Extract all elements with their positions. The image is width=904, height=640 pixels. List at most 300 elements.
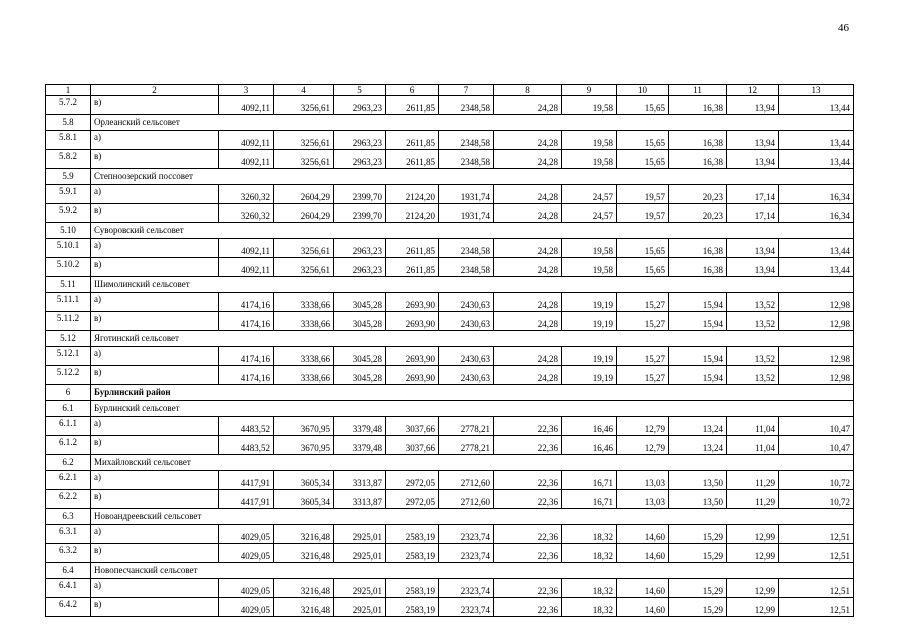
value-cell: 3216,48 bbox=[274, 544, 334, 563]
section-code: 5.9 bbox=[46, 169, 91, 185]
value-cell: 2925,01 bbox=[334, 598, 386, 617]
value-cell: 3256,61 bbox=[274, 96, 334, 115]
value-cell: 3379,48 bbox=[334, 417, 386, 436]
table-row bbox=[46, 417, 854, 436]
row-label: а) bbox=[91, 417, 219, 436]
row-label: в) bbox=[91, 598, 219, 617]
value-cell: 15,65 bbox=[617, 150, 669, 169]
value-cell: 2399,70 bbox=[334, 185, 386, 204]
value-cell: 2430,63 bbox=[439, 347, 494, 366]
header-cell: 6 bbox=[386, 85, 439, 96]
header-row bbox=[46, 85, 854, 96]
row-label: а) bbox=[91, 347, 219, 366]
header-cell: 13 bbox=[779, 85, 854, 96]
value-cell: 2693,90 bbox=[386, 312, 439, 331]
value-cell: 3338,66 bbox=[274, 312, 334, 331]
section-name: Новоандреевский сельсовет bbox=[91, 509, 854, 525]
value-cell: 3379,48 bbox=[334, 436, 386, 455]
value-cell: 13,94 bbox=[727, 96, 779, 115]
row-code: 5.12.1 bbox=[46, 347, 91, 366]
value-cell: 13,44 bbox=[779, 258, 854, 277]
table-row bbox=[46, 239, 854, 258]
section-row bbox=[46, 509, 854, 525]
value-cell: 11,29 bbox=[727, 471, 779, 490]
header-cell: 1 bbox=[46, 85, 91, 96]
value-cell: 15,94 bbox=[669, 347, 727, 366]
header-cell: 12 bbox=[727, 85, 779, 96]
row-label: а) bbox=[91, 239, 219, 258]
table-row bbox=[46, 347, 854, 366]
value-cell: 15,29 bbox=[669, 579, 727, 598]
table-row bbox=[46, 579, 854, 598]
value-cell: 20,23 bbox=[669, 204, 727, 223]
value-cell: 22,36 bbox=[494, 544, 562, 563]
row-code: 6.3.2 bbox=[46, 544, 91, 563]
value-cell: 12,98 bbox=[779, 293, 854, 312]
value-cell: 16,34 bbox=[779, 185, 854, 204]
row-code: 6.4.1 bbox=[46, 579, 91, 598]
row-label: в) bbox=[91, 204, 219, 223]
value-cell: 13,94 bbox=[727, 131, 779, 150]
section-code: 6.4 bbox=[46, 563, 91, 579]
value-cell: 2712,60 bbox=[439, 490, 494, 509]
table-row bbox=[46, 150, 854, 169]
value-cell: 22,36 bbox=[494, 471, 562, 490]
value-cell: 4417,91 bbox=[219, 471, 274, 490]
row-code: 5.9.2 bbox=[46, 204, 91, 223]
row-code: 5.10.1 bbox=[46, 239, 91, 258]
section-code: 5.8 bbox=[46, 115, 91, 131]
value-cell: 3260,32 bbox=[219, 204, 274, 223]
value-cell: 15,29 bbox=[669, 544, 727, 563]
row-label: а) bbox=[91, 525, 219, 544]
value-cell: 20,23 bbox=[669, 185, 727, 204]
value-cell: 16,46 bbox=[562, 417, 617, 436]
value-cell: 24,28 bbox=[494, 204, 562, 223]
value-cell: 3605,34 bbox=[274, 471, 334, 490]
value-cell: 3045,28 bbox=[334, 366, 386, 385]
value-cell: 13,24 bbox=[669, 417, 727, 436]
section-row bbox=[46, 169, 854, 185]
value-cell: 14,60 bbox=[617, 598, 669, 617]
value-cell: 18,32 bbox=[562, 544, 617, 563]
value-cell: 15,65 bbox=[617, 131, 669, 150]
value-cell: 2693,90 bbox=[386, 366, 439, 385]
value-cell: 12,51 bbox=[779, 598, 854, 617]
table-row bbox=[46, 490, 854, 509]
value-cell: 2430,63 bbox=[439, 312, 494, 331]
value-cell: 2348,58 bbox=[439, 96, 494, 115]
value-cell: 13,52 bbox=[727, 312, 779, 331]
value-cell: 4174,16 bbox=[219, 366, 274, 385]
value-cell: 2972,05 bbox=[386, 490, 439, 509]
value-cell: 22,36 bbox=[494, 525, 562, 544]
row-code: 5.11.2 bbox=[46, 312, 91, 331]
row-code: 5.8.2 bbox=[46, 150, 91, 169]
row-code: 5.7.2 bbox=[46, 96, 91, 115]
value-cell: 15,65 bbox=[617, 239, 669, 258]
value-cell: 16,38 bbox=[669, 239, 727, 258]
value-cell: 3256,61 bbox=[274, 131, 334, 150]
header-cell: 11 bbox=[669, 85, 727, 96]
value-cell: 16,71 bbox=[562, 490, 617, 509]
header-cell: 10 bbox=[617, 85, 669, 96]
value-cell: 2348,58 bbox=[439, 239, 494, 258]
value-cell: 2348,58 bbox=[439, 258, 494, 277]
value-cell: 4092,11 bbox=[219, 258, 274, 277]
value-cell: 17,14 bbox=[727, 204, 779, 223]
value-cell: 2348,58 bbox=[439, 150, 494, 169]
row-code: 5.8.1 bbox=[46, 131, 91, 150]
value-cell: 2611,85 bbox=[386, 150, 439, 169]
value-cell: 12,79 bbox=[617, 417, 669, 436]
value-cell: 13,44 bbox=[779, 131, 854, 150]
value-cell: 2348,58 bbox=[439, 131, 494, 150]
value-cell: 2323,74 bbox=[439, 544, 494, 563]
value-cell: 2399,70 bbox=[334, 204, 386, 223]
value-cell: 14,60 bbox=[617, 544, 669, 563]
value-cell: 15,65 bbox=[617, 258, 669, 277]
value-cell: 2925,01 bbox=[334, 544, 386, 563]
value-cell: 24,28 bbox=[494, 293, 562, 312]
value-cell: 3256,61 bbox=[274, 258, 334, 277]
value-cell: 3045,28 bbox=[334, 293, 386, 312]
tariff-table bbox=[45, 84, 854, 617]
section-code: 6.2 bbox=[46, 455, 91, 471]
row-label: а) bbox=[91, 131, 219, 150]
header-cell: 2 bbox=[91, 85, 219, 96]
value-cell: 12,98 bbox=[779, 312, 854, 331]
table-row bbox=[46, 258, 854, 277]
value-cell: 16,38 bbox=[669, 150, 727, 169]
value-cell: 4092,11 bbox=[219, 96, 274, 115]
value-cell: 19,58 bbox=[562, 239, 617, 258]
value-cell: 3338,66 bbox=[274, 347, 334, 366]
value-cell: 2583,19 bbox=[386, 579, 439, 598]
table-row bbox=[46, 312, 854, 331]
value-cell: 2693,90 bbox=[386, 293, 439, 312]
value-cell: 3256,61 bbox=[274, 239, 334, 258]
value-cell: 2925,01 bbox=[334, 525, 386, 544]
section-name: Яготинский сельсовет bbox=[91, 331, 854, 347]
value-cell: 2611,85 bbox=[386, 131, 439, 150]
section-row bbox=[46, 277, 854, 293]
value-cell: 11,04 bbox=[727, 417, 779, 436]
value-cell: 16,38 bbox=[669, 131, 727, 150]
table-row bbox=[46, 525, 854, 544]
value-cell: 2925,01 bbox=[334, 579, 386, 598]
row-code: 6.3.1 bbox=[46, 525, 91, 544]
value-cell: 3338,66 bbox=[274, 293, 334, 312]
header-cell: 5 bbox=[334, 85, 386, 96]
row-label: в) bbox=[91, 312, 219, 331]
section-name: Михайловский сельсовет bbox=[91, 455, 854, 471]
row-label: в) bbox=[91, 150, 219, 169]
row-label: в) bbox=[91, 258, 219, 277]
value-cell: 3670,95 bbox=[274, 417, 334, 436]
value-cell: 24,28 bbox=[494, 312, 562, 331]
value-cell: 22,36 bbox=[494, 598, 562, 617]
value-cell: 15,65 bbox=[617, 96, 669, 115]
table-row bbox=[46, 471, 854, 490]
value-cell: 3605,34 bbox=[274, 490, 334, 509]
value-cell: 2611,85 bbox=[386, 96, 439, 115]
value-cell: 2963,23 bbox=[334, 239, 386, 258]
value-cell: 13,03 bbox=[617, 490, 669, 509]
value-cell: 4029,05 bbox=[219, 544, 274, 563]
row-code: 5.9.1 bbox=[46, 185, 91, 204]
table-row bbox=[46, 293, 854, 312]
table-row bbox=[46, 96, 854, 115]
value-cell: 2963,23 bbox=[334, 131, 386, 150]
row-label: а) bbox=[91, 293, 219, 312]
value-cell: 15,27 bbox=[617, 366, 669, 385]
table-row bbox=[46, 598, 854, 617]
value-cell: 19,58 bbox=[562, 96, 617, 115]
value-cell: 15,29 bbox=[669, 525, 727, 544]
header-cell: 4 bbox=[274, 85, 334, 96]
value-cell: 3037,66 bbox=[386, 436, 439, 455]
value-cell: 19,19 bbox=[562, 347, 617, 366]
value-cell: 22,36 bbox=[494, 579, 562, 598]
value-cell: 19,58 bbox=[562, 258, 617, 277]
value-cell: 2778,21 bbox=[439, 436, 494, 455]
value-cell: 2963,23 bbox=[334, 258, 386, 277]
section-row bbox=[46, 331, 854, 347]
row-code: 6.4.2 bbox=[46, 598, 91, 617]
table-row bbox=[46, 131, 854, 150]
row-code: 5.12.2 bbox=[46, 366, 91, 385]
value-cell: 16,38 bbox=[669, 96, 727, 115]
row-code: 6.1.2 bbox=[46, 436, 91, 455]
value-cell: 19,57 bbox=[617, 204, 669, 223]
value-cell: 24,28 bbox=[494, 185, 562, 204]
table-row bbox=[46, 204, 854, 223]
value-cell: 4029,05 bbox=[219, 598, 274, 617]
value-cell: 24,57 bbox=[562, 185, 617, 204]
value-cell: 16,71 bbox=[562, 471, 617, 490]
value-cell: 3037,66 bbox=[386, 417, 439, 436]
value-cell: 2323,74 bbox=[439, 598, 494, 617]
value-cell: 12,51 bbox=[779, 544, 854, 563]
value-cell: 19,19 bbox=[562, 312, 617, 331]
table-body bbox=[46, 85, 854, 617]
value-cell: 22,36 bbox=[494, 436, 562, 455]
value-cell: 1931,74 bbox=[439, 204, 494, 223]
value-cell: 24,28 bbox=[494, 150, 562, 169]
value-cell: 13,44 bbox=[779, 96, 854, 115]
value-cell: 19,57 bbox=[617, 185, 669, 204]
value-cell: 18,32 bbox=[562, 598, 617, 617]
table-row bbox=[46, 366, 854, 385]
value-cell: 2583,19 bbox=[386, 598, 439, 617]
value-cell: 2323,74 bbox=[439, 579, 494, 598]
row-code: 6.2.2 bbox=[46, 490, 91, 509]
value-cell: 2693,90 bbox=[386, 347, 439, 366]
value-cell: 3216,48 bbox=[274, 525, 334, 544]
section-row bbox=[46, 401, 854, 417]
value-cell: 15,94 bbox=[669, 293, 727, 312]
value-cell: 3313,87 bbox=[334, 471, 386, 490]
value-cell: 12,98 bbox=[779, 366, 854, 385]
value-cell: 2611,85 bbox=[386, 239, 439, 258]
value-cell: 18,32 bbox=[562, 579, 617, 598]
value-cell: 4092,11 bbox=[219, 150, 274, 169]
section-code: 5.12 bbox=[46, 331, 91, 347]
page-number: 46 bbox=[838, 22, 849, 34]
value-cell: 13,94 bbox=[727, 150, 779, 169]
table-row bbox=[46, 544, 854, 563]
value-cell: 4174,16 bbox=[219, 347, 274, 366]
value-cell: 4174,16 bbox=[219, 312, 274, 331]
value-cell: 15,29 bbox=[669, 598, 727, 617]
value-cell: 1931,74 bbox=[439, 185, 494, 204]
value-cell: 3045,28 bbox=[334, 347, 386, 366]
value-cell: 4417,91 bbox=[219, 490, 274, 509]
value-cell: 12,79 bbox=[617, 436, 669, 455]
section-code: 6.1 bbox=[46, 401, 91, 417]
value-cell: 15,94 bbox=[669, 366, 727, 385]
section-name: Бурлинский сельсовет bbox=[91, 401, 854, 417]
value-cell: 24,28 bbox=[494, 258, 562, 277]
value-cell: 12,99 bbox=[727, 598, 779, 617]
section-row bbox=[46, 563, 854, 579]
value-cell: 19,19 bbox=[562, 293, 617, 312]
section-row bbox=[46, 223, 854, 239]
value-cell: 11,04 bbox=[727, 436, 779, 455]
row-label: в) bbox=[91, 490, 219, 509]
row-code: 6.1.1 bbox=[46, 417, 91, 436]
section-code: 5.11 bbox=[46, 277, 91, 293]
value-cell: 13,44 bbox=[779, 239, 854, 258]
section-code: 5.10 bbox=[46, 223, 91, 239]
value-cell: 2611,85 bbox=[386, 258, 439, 277]
value-cell: 3256,61 bbox=[274, 150, 334, 169]
value-cell: 18,32 bbox=[562, 525, 617, 544]
value-cell: 2963,23 bbox=[334, 96, 386, 115]
section-code: 6.3 bbox=[46, 509, 91, 525]
value-cell: 15,27 bbox=[617, 347, 669, 366]
value-cell: 13,94 bbox=[727, 239, 779, 258]
section-name: Степноозерский поссовет bbox=[91, 169, 854, 185]
value-cell: 2430,63 bbox=[439, 293, 494, 312]
value-cell: 12,99 bbox=[727, 579, 779, 598]
table-row bbox=[46, 436, 854, 455]
value-cell: 17,14 bbox=[727, 185, 779, 204]
value-cell: 12,51 bbox=[779, 525, 854, 544]
value-cell: 4483,52 bbox=[219, 436, 274, 455]
value-cell: 15,27 bbox=[617, 293, 669, 312]
value-cell: 19,19 bbox=[562, 366, 617, 385]
header-cell: 8 bbox=[494, 85, 562, 96]
value-cell: 10,72 bbox=[779, 490, 854, 509]
value-cell: 24,28 bbox=[494, 347, 562, 366]
value-cell: 12,98 bbox=[779, 347, 854, 366]
value-cell: 4092,11 bbox=[219, 239, 274, 258]
value-cell: 2323,74 bbox=[439, 525, 494, 544]
value-cell: 13,52 bbox=[727, 366, 779, 385]
value-cell: 13,50 bbox=[669, 471, 727, 490]
value-cell: 24,28 bbox=[494, 366, 562, 385]
value-cell: 13,50 bbox=[669, 490, 727, 509]
row-label: а) bbox=[91, 579, 219, 598]
section-name: Шимолинский сельсовет bbox=[91, 277, 854, 293]
value-cell: 2430,63 bbox=[439, 366, 494, 385]
header-cell: 7 bbox=[439, 85, 494, 96]
table-row bbox=[46, 185, 854, 204]
value-cell: 13,03 bbox=[617, 471, 669, 490]
value-cell: 3260,32 bbox=[219, 185, 274, 204]
value-cell: 24,57 bbox=[562, 204, 617, 223]
value-cell: 2778,21 bbox=[439, 417, 494, 436]
value-cell: 3045,28 bbox=[334, 312, 386, 331]
value-cell: 16,46 bbox=[562, 436, 617, 455]
value-cell: 12,51 bbox=[779, 579, 854, 598]
value-cell: 4029,05 bbox=[219, 579, 274, 598]
value-cell: 13,24 bbox=[669, 436, 727, 455]
value-cell: 16,38 bbox=[669, 258, 727, 277]
section-name: Орлеанский сельсовет bbox=[91, 115, 854, 131]
value-cell: 24,28 bbox=[494, 239, 562, 258]
value-cell: 12,99 bbox=[727, 544, 779, 563]
district-row bbox=[46, 385, 854, 401]
value-cell: 14,60 bbox=[617, 525, 669, 544]
value-cell: 4029,05 bbox=[219, 525, 274, 544]
row-label: в) bbox=[91, 436, 219, 455]
value-cell: 2583,19 bbox=[386, 544, 439, 563]
value-cell: 24,28 bbox=[494, 131, 562, 150]
value-cell: 15,27 bbox=[617, 312, 669, 331]
header-cell: 3 bbox=[219, 85, 274, 96]
row-code: 5.10.2 bbox=[46, 258, 91, 277]
value-cell: 2963,23 bbox=[334, 150, 386, 169]
value-cell: 3216,48 bbox=[274, 579, 334, 598]
header-cell: 9 bbox=[562, 85, 617, 96]
value-cell: 2124,20 bbox=[386, 204, 439, 223]
value-cell: 12,99 bbox=[727, 525, 779, 544]
row-label: в) bbox=[91, 96, 219, 115]
row-code: 6.2.1 bbox=[46, 471, 91, 490]
value-cell: 2124,20 bbox=[386, 185, 439, 204]
value-cell: 19,58 bbox=[562, 150, 617, 169]
value-cell: 22,36 bbox=[494, 490, 562, 509]
value-cell: 13,52 bbox=[727, 347, 779, 366]
value-cell: 13,44 bbox=[779, 150, 854, 169]
value-cell: 2604,29 bbox=[274, 185, 334, 204]
row-code: 5.11.1 bbox=[46, 293, 91, 312]
value-cell: 15,94 bbox=[669, 312, 727, 331]
value-cell: 13,52 bbox=[727, 293, 779, 312]
value-cell: 16,34 bbox=[779, 204, 854, 223]
value-cell: 4092,11 bbox=[219, 131, 274, 150]
value-cell: 10,47 bbox=[779, 417, 854, 436]
value-cell: 22,36 bbox=[494, 417, 562, 436]
district-name: Бурлинский район bbox=[91, 385, 854, 401]
section-row bbox=[46, 115, 854, 131]
value-cell: 19,58 bbox=[562, 131, 617, 150]
value-cell: 3313,87 bbox=[334, 490, 386, 509]
value-cell: 3338,66 bbox=[274, 366, 334, 385]
row-label: а) bbox=[91, 185, 219, 204]
section-name: Новопесчанский сельсовет bbox=[91, 563, 854, 579]
value-cell: 2712,60 bbox=[439, 471, 494, 490]
value-cell: 11,29 bbox=[727, 490, 779, 509]
row-label: в) bbox=[91, 544, 219, 563]
value-cell: 13,94 bbox=[727, 258, 779, 277]
value-cell: 3216,48 bbox=[274, 598, 334, 617]
row-label: а) bbox=[91, 471, 219, 490]
value-cell: 10,72 bbox=[779, 471, 854, 490]
